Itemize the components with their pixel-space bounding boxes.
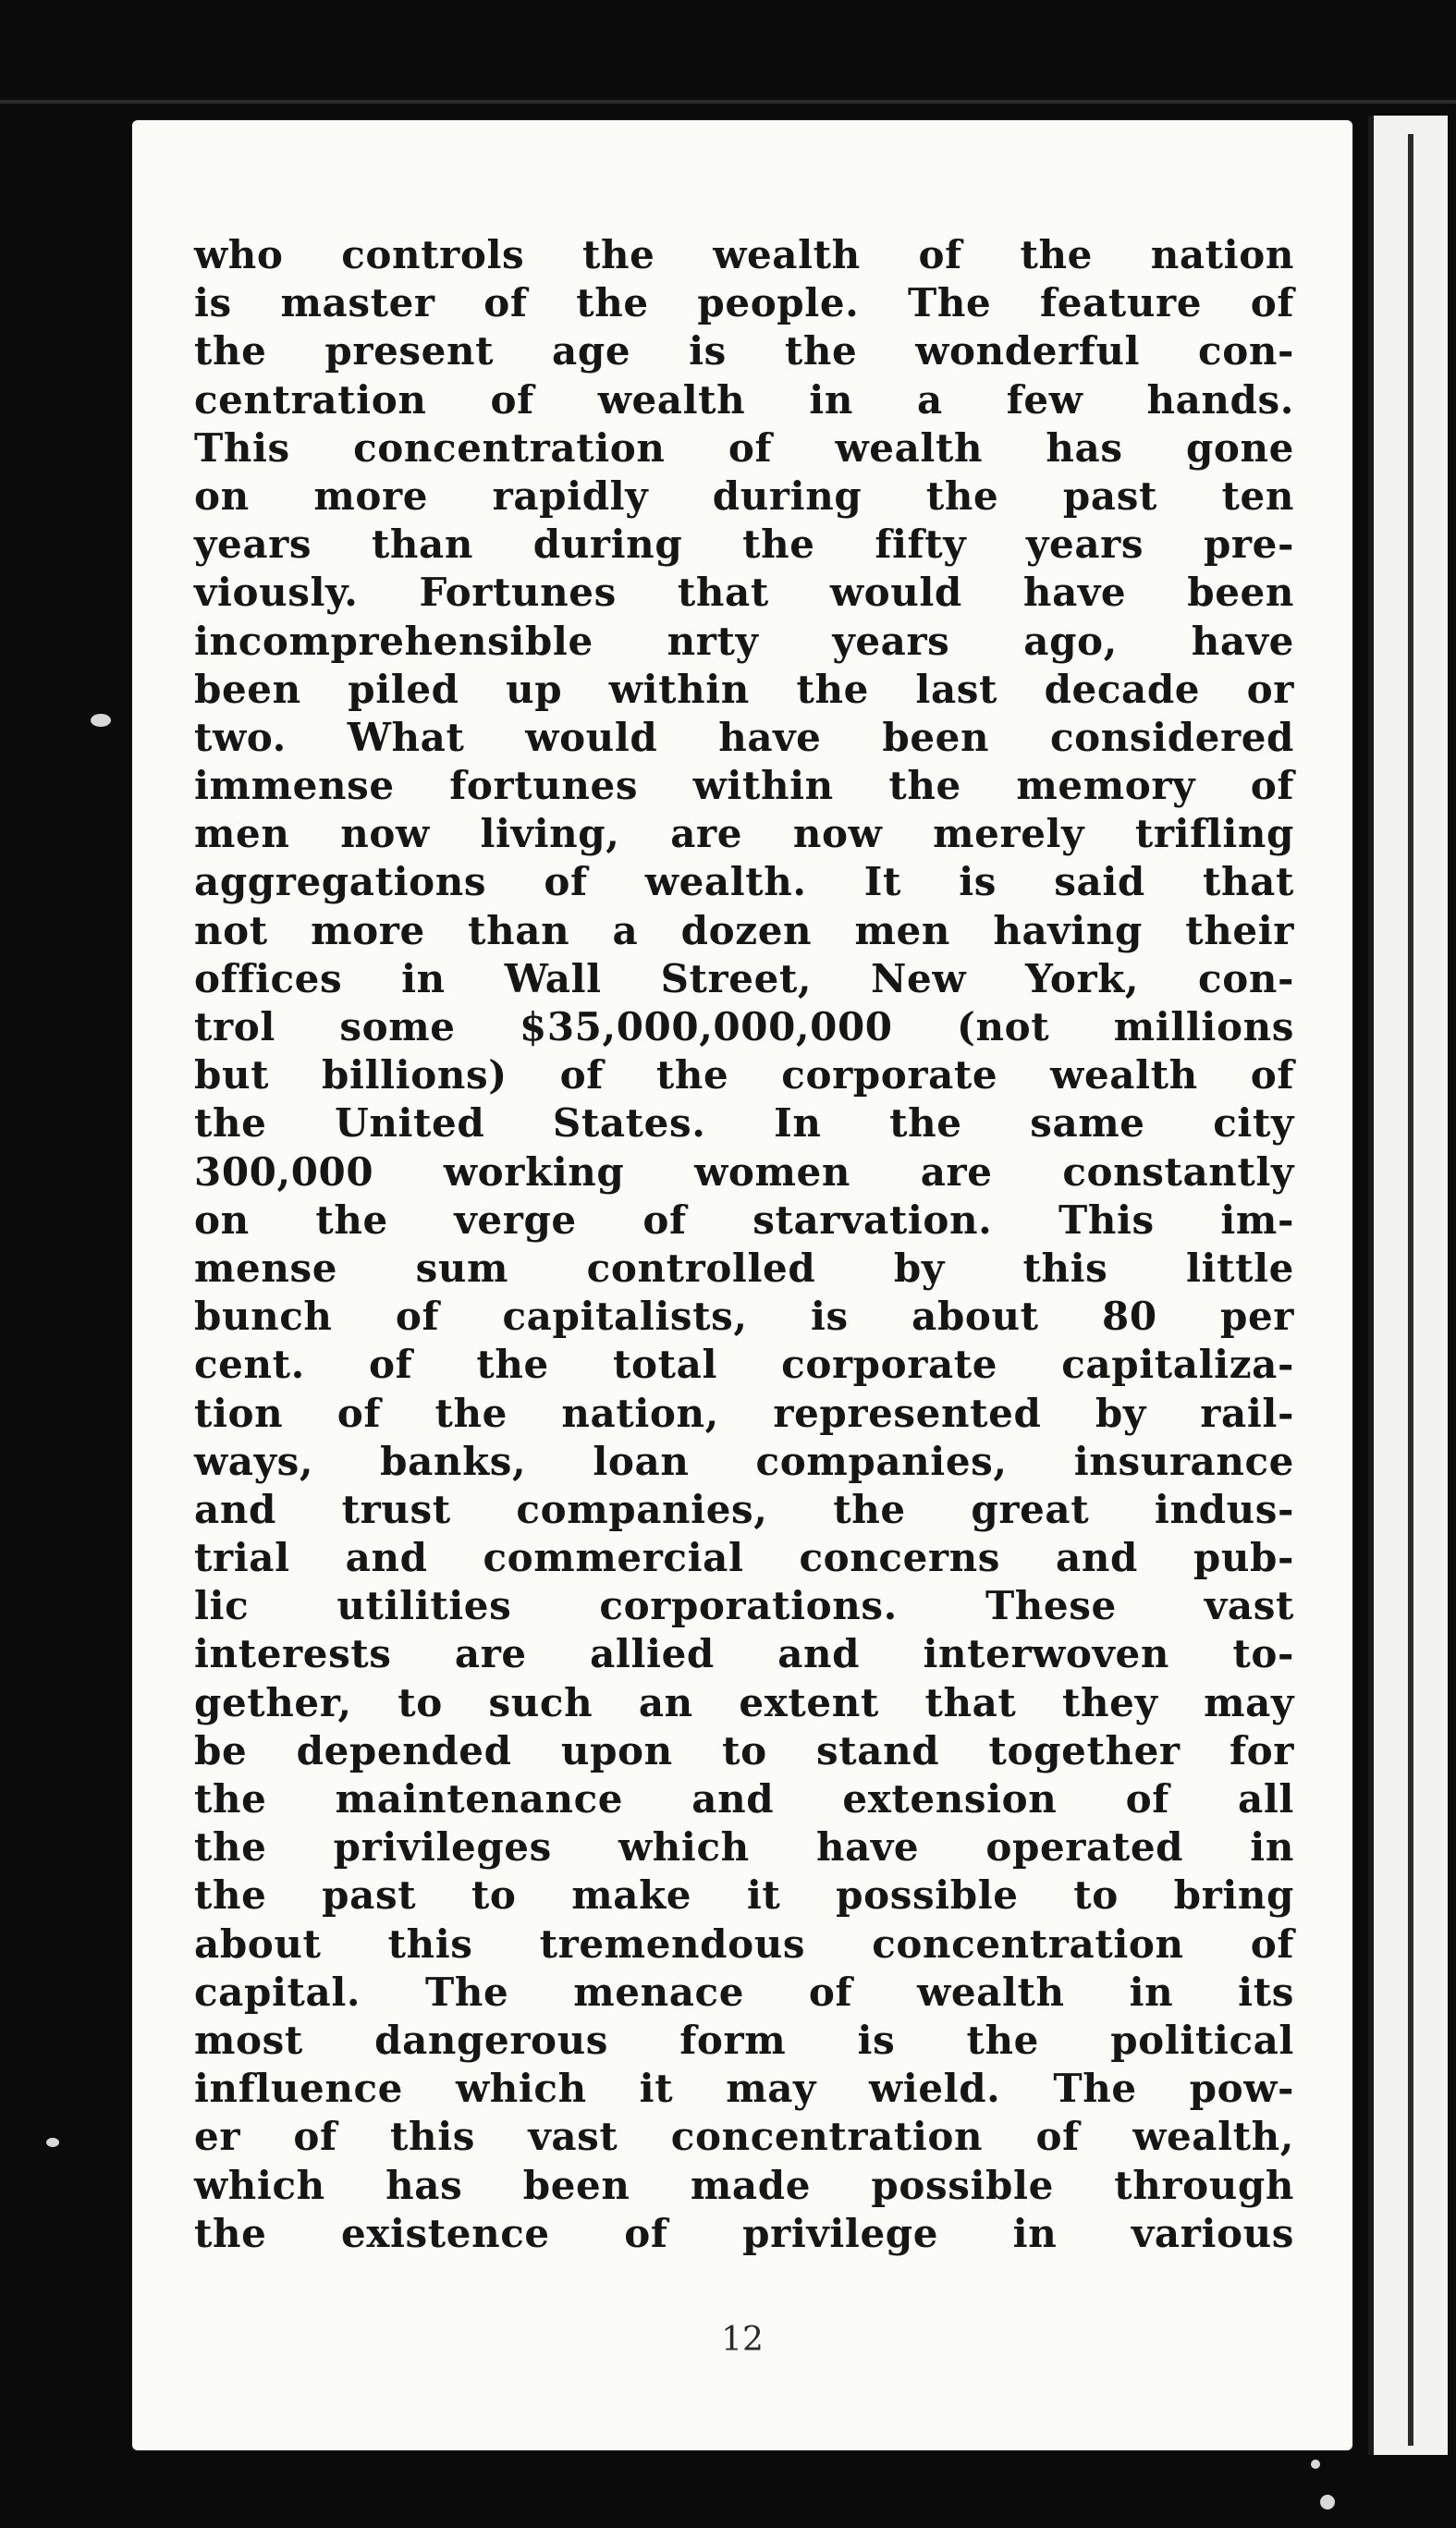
text-line: years than during the fifty years pre- (194, 522, 1294, 568)
text-line: 300,000 working women are constantly (194, 1148, 1294, 1195)
text-line: viously. Fortunes that would have been (194, 570, 1294, 616)
text-line: gether, to such an extent that they may (194, 1679, 1294, 1725)
text-line: lic utilities corporations. These vast (194, 1583, 1294, 1629)
text-line: the past to make it possible to bring (194, 1872, 1294, 1919)
text-line: er of this vast concentration of wealth, (194, 2114, 1294, 2160)
text-line: bunch of capitalists, is about 80 per (194, 1294, 1294, 1340)
text-line: trial and commercial concerns and pub- (194, 1535, 1294, 1581)
text-line: the existence of privilege in various (194, 2210, 1294, 2256)
page-body-text (194, 231, 1294, 2258)
text-line: two. What would have been considered (194, 714, 1294, 760)
text-line: offices in Wall Street, New York, con- (194, 955, 1294, 1001)
text-line: This concentration of wealth has gone (194, 424, 1294, 471)
scan-speck (91, 714, 111, 727)
text-line: on more rapidly during the past ten (194, 472, 1294, 519)
text-line: men now living, are now merely trifling (194, 811, 1294, 857)
text-line: is master of the people. The feature of (194, 280, 1294, 326)
text-line: influence which it may wield. The pow- (194, 2066, 1294, 2112)
page-number: 12 (721, 2321, 764, 2359)
text-line: trol some $35,000,000,000 (not millions (194, 1004, 1294, 1049)
text-line: tion of the nation, represented by rail- (194, 1390, 1294, 1436)
text-line: and trust companies, the great indus- (194, 1486, 1294, 1532)
text-line: not more than a dozen men having their (194, 907, 1294, 953)
text-line: aggregations of wealth. It is said that (194, 859, 1294, 905)
text-line: who controls the wealth of the nation (194, 232, 1294, 277)
text-line: the present age is the wonderful con- (194, 328, 1294, 374)
text-line: mense sum controlled by this little (194, 1245, 1294, 1291)
text-line: the maintenance and extension of all (194, 1776, 1294, 1822)
text-line: on the verge of starvation. This im- (194, 1197, 1294, 1243)
scan-speck (46, 2138, 59, 2147)
scan-speck (1320, 2495, 1335, 2510)
text-line: the privileges which have operated in (194, 1824, 1294, 1871)
text-line: ways, banks, loan companies, insurance (194, 1438, 1294, 1484)
text-line: most dangerous form is the political (194, 2017, 1294, 2063)
text-line: which has been made possible through (194, 2162, 1294, 2208)
scan-speck (1311, 2460, 1320, 2469)
text-line: be depended upon to stand together for (194, 1727, 1294, 1773)
text-line: been piled up within the last decade or (194, 666, 1294, 712)
text-line: cent. of the total corporate capitaliza- (194, 1342, 1294, 1388)
text-line: centration of wealth in a few hands. (194, 376, 1294, 423)
text-line: interests are allied and interwoven to- (194, 1631, 1294, 1677)
text-line: immense fortunes within the memory of (194, 763, 1294, 809)
text-line: capital. The menace of wealth in its (194, 1969, 1294, 2015)
text-line: but billions) of the corporate wealth of (194, 1052, 1294, 1098)
text-line: the United States. In the same city (194, 1100, 1294, 1147)
text-line: incomprehensible nrty years ago, have (194, 618, 1294, 664)
text-line: about this tremendous concentration of (194, 1921, 1294, 1967)
adjacent-page-shadow (1408, 134, 1413, 2446)
scan-border (0, 100, 1456, 104)
